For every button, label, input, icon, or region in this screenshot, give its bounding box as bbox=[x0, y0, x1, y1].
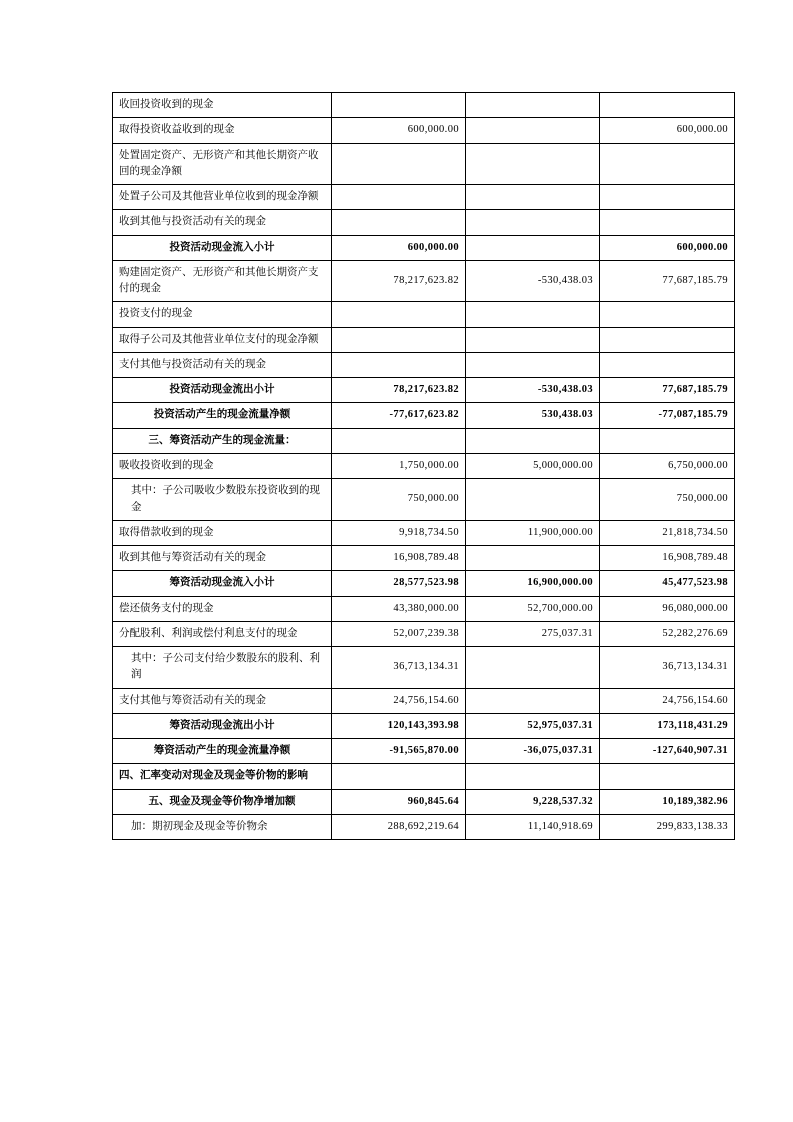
row-value: 600,000.00 bbox=[332, 235, 466, 260]
row-value bbox=[600, 185, 735, 210]
row-value: -91,565,870.00 bbox=[332, 739, 466, 764]
row-value bbox=[600, 764, 735, 789]
row-label: 投资支付的现金 bbox=[113, 302, 332, 327]
row-value bbox=[332, 302, 466, 327]
row-label: 吸收投资收到的现金 bbox=[113, 453, 332, 478]
row-label: 五、现金及现金等价物净增加额 bbox=[113, 789, 332, 814]
row-value: 9,918,734.50 bbox=[332, 520, 466, 545]
row-value: 6,750,000.00 bbox=[600, 453, 735, 478]
table-body bbox=[113, 93, 735, 840]
row-value bbox=[466, 352, 600, 377]
table-row bbox=[113, 185, 735, 210]
table-row bbox=[113, 93, 735, 118]
table-row bbox=[113, 688, 735, 713]
row-value bbox=[466, 688, 600, 713]
row-label: 四、汇率变动对现金及现金等价物的影响 bbox=[113, 764, 332, 789]
row-label: 加：期初现金及现金等价物余 bbox=[113, 814, 332, 839]
row-value: 120,143,393.98 bbox=[332, 713, 466, 738]
row-value: 16,908,789.48 bbox=[600, 546, 735, 571]
row-value: -530,438.03 bbox=[466, 378, 600, 403]
row-value: 24,756,154.60 bbox=[332, 688, 466, 713]
row-value bbox=[466, 546, 600, 571]
row-value bbox=[600, 327, 735, 352]
row-value: 600,000.00 bbox=[600, 235, 735, 260]
row-value bbox=[332, 428, 466, 453]
table-row bbox=[113, 739, 735, 764]
row-value bbox=[466, 143, 600, 185]
row-value: 78,217,623.82 bbox=[332, 260, 466, 302]
row-value bbox=[466, 764, 600, 789]
row-value bbox=[466, 235, 600, 260]
row-value: 77,687,185.79 bbox=[600, 260, 735, 302]
row-value: 11,900,000.00 bbox=[466, 520, 600, 545]
table-row bbox=[113, 520, 735, 545]
row-value: 45,477,523.98 bbox=[600, 571, 735, 596]
table-row bbox=[113, 764, 735, 789]
row-value: 275,037.31 bbox=[466, 621, 600, 646]
table-row bbox=[113, 647, 735, 689]
row-value bbox=[332, 764, 466, 789]
table-row bbox=[113, 143, 735, 185]
row-label: 其中：子公司吸收少数股东投资收到的现金 bbox=[113, 479, 332, 521]
table-row bbox=[113, 546, 735, 571]
row-value: 11,140,918.69 bbox=[466, 814, 600, 839]
row-value: 288,692,219.64 bbox=[332, 814, 466, 839]
row-value: -77,617,623.82 bbox=[332, 403, 466, 428]
row-label: 投资活动现金流入小计 bbox=[113, 235, 332, 260]
table-row bbox=[113, 621, 735, 646]
table-row bbox=[113, 789, 735, 814]
row-value bbox=[332, 185, 466, 210]
row-value bbox=[466, 647, 600, 689]
row-value bbox=[600, 210, 735, 235]
row-label: 筹资活动产生的现金流量净额 bbox=[113, 739, 332, 764]
row-value: 52,282,276.69 bbox=[600, 621, 735, 646]
table-row bbox=[113, 814, 735, 839]
row-value: 52,700,000.00 bbox=[466, 596, 600, 621]
row-value: -36,075,037.31 bbox=[466, 739, 600, 764]
table-row bbox=[113, 378, 735, 403]
row-value bbox=[466, 210, 600, 235]
row-label: 收到其他与投资活动有关的现金 bbox=[113, 210, 332, 235]
row-value: 750,000.00 bbox=[332, 479, 466, 521]
row-value bbox=[466, 479, 600, 521]
row-label: 收回投资收到的现金 bbox=[113, 93, 332, 118]
row-value: -530,438.03 bbox=[466, 260, 600, 302]
row-value: 43,380,000.00 bbox=[332, 596, 466, 621]
row-value bbox=[600, 93, 735, 118]
row-value: 530,438.03 bbox=[466, 403, 600, 428]
row-value bbox=[466, 93, 600, 118]
row-value bbox=[332, 93, 466, 118]
cash-flow-statement-table bbox=[112, 92, 735, 840]
row-value: 24,756,154.60 bbox=[600, 688, 735, 713]
row-value bbox=[332, 210, 466, 235]
row-value: 78,217,623.82 bbox=[332, 378, 466, 403]
row-value bbox=[466, 118, 600, 143]
table-row bbox=[113, 327, 735, 352]
row-value: 600,000.00 bbox=[332, 118, 466, 143]
row-value: -127,640,907.31 bbox=[600, 739, 735, 764]
row-value bbox=[332, 352, 466, 377]
row-label: 其中：子公司支付给少数股东的股利、利润 bbox=[113, 647, 332, 689]
row-value: 28,577,523.98 bbox=[332, 571, 466, 596]
table-row bbox=[113, 210, 735, 235]
row-value: 10,189,382.96 bbox=[600, 789, 735, 814]
row-value: -77,087,185.79 bbox=[600, 403, 735, 428]
table-row bbox=[113, 118, 735, 143]
row-label: 投资活动现金流出小计 bbox=[113, 378, 332, 403]
row-value: 96,080,000.00 bbox=[600, 596, 735, 621]
row-label: 筹资活动现金流入小计 bbox=[113, 571, 332, 596]
row-value: 36,713,134.31 bbox=[600, 647, 735, 689]
row-value: 77,687,185.79 bbox=[600, 378, 735, 403]
row-value bbox=[600, 302, 735, 327]
table-row bbox=[113, 403, 735, 428]
row-value: 36,713,134.31 bbox=[332, 647, 466, 689]
row-value bbox=[466, 302, 600, 327]
row-label: 收到其他与筹资活动有关的现金 bbox=[113, 546, 332, 571]
row-value bbox=[600, 352, 735, 377]
row-value bbox=[466, 185, 600, 210]
row-value: 16,908,789.48 bbox=[332, 546, 466, 571]
row-label: 取得借款收到的现金 bbox=[113, 520, 332, 545]
row-value bbox=[466, 428, 600, 453]
table-row bbox=[113, 235, 735, 260]
row-value bbox=[600, 143, 735, 185]
row-label: 购建固定资产、无形资产和其他长期资产支付的现金 bbox=[113, 260, 332, 302]
row-label: 偿还债务支付的现金 bbox=[113, 596, 332, 621]
table-row bbox=[113, 260, 735, 302]
table-row bbox=[113, 352, 735, 377]
table-row bbox=[113, 428, 735, 453]
row-value: 1,750,000.00 bbox=[332, 453, 466, 478]
row-value: 750,000.00 bbox=[600, 479, 735, 521]
row-label: 投资活动产生的现金流量净额 bbox=[113, 403, 332, 428]
row-value: 299,833,138.33 bbox=[600, 814, 735, 839]
table-row bbox=[113, 453, 735, 478]
row-label: 支付其他与筹资活动有关的现金 bbox=[113, 688, 332, 713]
row-label: 取得投资收益收到的现金 bbox=[113, 118, 332, 143]
row-value: 960,845.64 bbox=[332, 789, 466, 814]
row-label: 分配股利、利润或偿付利息支付的现金 bbox=[113, 621, 332, 646]
row-label: 三、筹资活动产生的现金流量： bbox=[113, 428, 332, 453]
row-value: 5,000,000.00 bbox=[466, 453, 600, 478]
row-value: 52,975,037.31 bbox=[466, 713, 600, 738]
row-value: 9,228,537.32 bbox=[466, 789, 600, 814]
row-value: 21,818,734.50 bbox=[600, 520, 735, 545]
row-value bbox=[332, 327, 466, 352]
row-label: 筹资活动现金流出小计 bbox=[113, 713, 332, 738]
table-row bbox=[113, 479, 735, 521]
table-row bbox=[113, 571, 735, 596]
row-label: 取得子公司及其他营业单位支付的现金净额 bbox=[113, 327, 332, 352]
row-value: 52,007,239.38 bbox=[332, 621, 466, 646]
row-value bbox=[332, 143, 466, 185]
table-row bbox=[113, 713, 735, 738]
row-value: 173,118,431.29 bbox=[600, 713, 735, 738]
row-value bbox=[600, 428, 735, 453]
row-value: 600,000.00 bbox=[600, 118, 735, 143]
table-row bbox=[113, 596, 735, 621]
table-row bbox=[113, 302, 735, 327]
row-value: 16,900,000.00 bbox=[466, 571, 600, 596]
row-label: 处置固定资产、无形资产和其他长期资产收回的现金净额 bbox=[113, 143, 332, 185]
row-label: 处置子公司及其他营业单位收到的现金净额 bbox=[113, 185, 332, 210]
row-value bbox=[466, 327, 600, 352]
row-label: 支付其他与投资活动有关的现金 bbox=[113, 352, 332, 377]
